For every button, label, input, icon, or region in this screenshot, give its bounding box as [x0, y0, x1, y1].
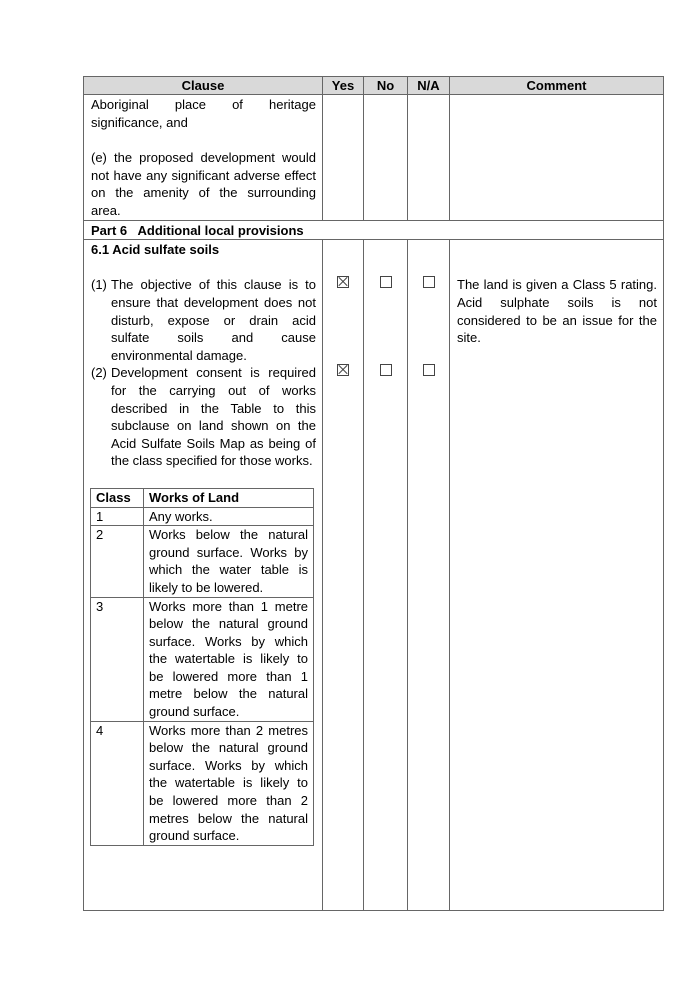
item-number: (2)	[91, 365, 107, 381]
header-row	[84, 77, 664, 95]
works-cell: Works below the natural ground surface. Works by which the water table is likely to be lowered.	[144, 526, 314, 597]
clause-title: 6.1 Acid sulfate soils	[91, 242, 220, 258]
continuation-text-2: (e) the proposed development would not have any significant adverse effect on the amenity of the surrounding area.	[91, 150, 316, 218]
works-header-works: Works of Land	[144, 488, 314, 507]
comment-text: The land is given a Class 5 rating. Acid sulphate soils is not considered to be an issue for the site.	[457, 277, 657, 346]
table-row	[91, 721, 314, 845]
part-heading: Part 6 Additional local provisions	[84, 221, 664, 240]
table-row	[91, 507, 314, 526]
class-cell: 2	[91, 526, 144, 597]
continuation-text-1: Aboriginal place of heritage significance, and	[91, 97, 316, 130]
table-row	[91, 526, 314, 597]
clause-items	[84, 275, 322, 845]
class-cell: 1	[91, 507, 144, 526]
works-header-class: Class	[91, 488, 144, 507]
continuation-row	[84, 95, 664, 221]
compliance-table	[83, 76, 664, 911]
checkbox-na-1[interactable]	[423, 276, 435, 288]
checkbox-yes-2[interactable]	[337, 364, 349, 376]
table-row	[91, 597, 314, 721]
na-column	[408, 240, 450, 911]
yes-column	[323, 240, 364, 911]
header-clause: Clause	[84, 77, 323, 95]
works-header-row	[91, 488, 314, 507]
header-comment: Comment	[450, 77, 664, 95]
item-text: Development consent is required for the carrying out of works described in the Table to this subclause on land shown on the Acid Sulfate Soils Map as being of the class specified for those works.	[111, 365, 316, 469]
works-cell: Any works.	[144, 507, 314, 526]
works-cell: Works more than 2 metres below the natural ground surface. Works by which the watertable is likely to be lowered more than 2 metres below the natural ground surface.	[144, 721, 314, 845]
header-yes: Yes	[323, 77, 364, 95]
continuation-cell	[84, 95, 323, 221]
class-cell: 4	[91, 721, 144, 845]
checkbox-yes-1[interactable]	[337, 276, 349, 288]
works-table	[90, 488, 314, 846]
no-column	[364, 240, 408, 911]
class-cell: 3	[91, 597, 144, 721]
item-text: The objective of this clause is to ensure that development does not disturb, expose or drain acid sulfate soils and cause environmental damage.	[111, 277, 316, 363]
clause-row	[84, 240, 664, 911]
part-row	[84, 221, 664, 240]
checkbox-na-2[interactable]	[423, 364, 435, 376]
checkbox-no-2[interactable]	[380, 364, 392, 376]
comment-cell	[450, 240, 664, 911]
list-item	[91, 364, 316, 470]
checkbox-no-1[interactable]	[380, 276, 392, 288]
clause-cell	[84, 240, 323, 911]
header-no: No	[364, 77, 408, 95]
works-cell: Works more than 1 metre below the natural ground surface. Works by which the watertable is likely to be lowered more than 1 metre below the natural ground surface.	[144, 597, 314, 721]
item-number: (1)	[91, 277, 107, 293]
list-item	[91, 276, 316, 364]
header-na: N/A	[408, 77, 450, 95]
